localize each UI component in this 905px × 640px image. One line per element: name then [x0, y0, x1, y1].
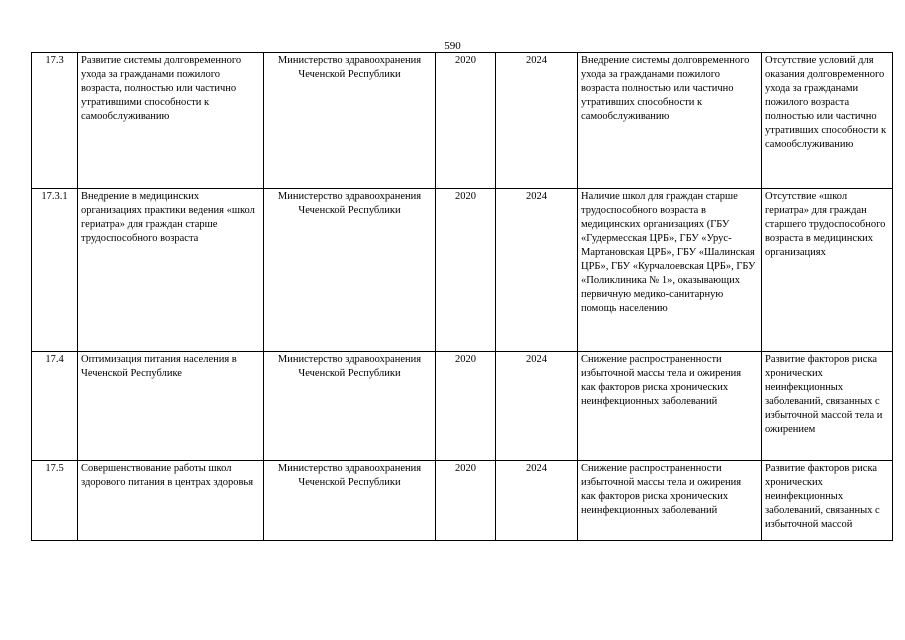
row-number-cell: 17.5 [32, 461, 78, 541]
end-year-cell: 2024 [496, 352, 578, 461]
start-year-cell: 2020 [436, 189, 496, 352]
expected-result-cell: Внедрение системы долговременного ухода за гражданами пожилого возраста полностью или частично утративших способности к самообслуживанию [578, 53, 762, 189]
start-year-cell: 2020 [436, 53, 496, 189]
table-row [32, 352, 893, 461]
start-year-cell: 2020 [436, 352, 496, 461]
end-year-cell: 2024 [496, 53, 578, 189]
start-year-cell: 2020 [436, 461, 496, 541]
measure-name-cell: Совершенствование работы школ здорового питания в центрах здоровья [78, 461, 264, 541]
measure-name-cell: Оптимизация питания населения в Чеченской Республике [78, 352, 264, 461]
consequence-cell: Развитие факторов риска хронических неинфекционных заболеваний, связанных с избыточной массой [762, 461, 893, 541]
expected-result-cell: Снижение распространенности избыточной массы тела и ожирения как факторов риска хронических неинфекционных заболеваний [578, 352, 762, 461]
executor-cell: Министерство здравоохранения Чеченской Республики [264, 461, 436, 541]
row-number-cell: 17.3 [32, 53, 78, 189]
consequence-cell: Развитие факторов риска хронических неинфекционных заболеваний, связанных с избыточной массой тела и ожирением [762, 352, 893, 461]
measure-name-cell: Развитие системы долговременного ухода за гражданами пожилого возраста, полностью или частично утратившими способности к самообслуживанию [78, 53, 264, 189]
table-row [32, 53, 893, 189]
row-number-cell: 17.3.1 [32, 189, 78, 352]
table-row [32, 189, 893, 352]
end-year-cell: 2024 [496, 189, 578, 352]
measure-name-cell: Внедрение в медицинских организациях практики ведения «школ гериатра» для граждан старше трудоспособного возраста [78, 189, 264, 352]
page-number: 590 [444, 40, 461, 52]
executor-cell: Министерство здравоохранения Чеченской Республики [264, 189, 436, 352]
table-row [32, 461, 893, 541]
expected-result-cell: Наличие школ для граждан старше трудоспособного возраста в медицинских организациях (ГБУ «Гудермесская ЦРБ», ГБУ «Урус-Мартановская ЦРБ», ГБУ «Шалинская ЦРБ», ГБУ «Курчалоевская ЦРБ», ГБУ «Поликлиника № 1», оказывающих первичную медико-санитарную помощь населению [578, 189, 762, 352]
executor-cell: Министерство здравоохранения Чеченской Республики [264, 53, 436, 189]
expected-result-cell: Снижение распространенности избыточной массы тела и ожирения как факторов риска хронических неинфекционных заболеваний [578, 461, 762, 541]
row-number-cell: 17.4 [32, 352, 78, 461]
executor-cell: Министерство здравоохранения Чеченской Республики [264, 352, 436, 461]
consequence-cell: Отсутствие «школ гериатра» для граждан старшего трудоспособного возраста в медицинских организациях [762, 189, 893, 352]
plan-table [31, 52, 893, 541]
consequence-cell: Отсутствие условий для оказания долговременного ухода за гражданами пожилого возраста полностью или частично утративших способности к самообслуживанию [762, 53, 893, 189]
end-year-cell: 2024 [496, 461, 578, 541]
